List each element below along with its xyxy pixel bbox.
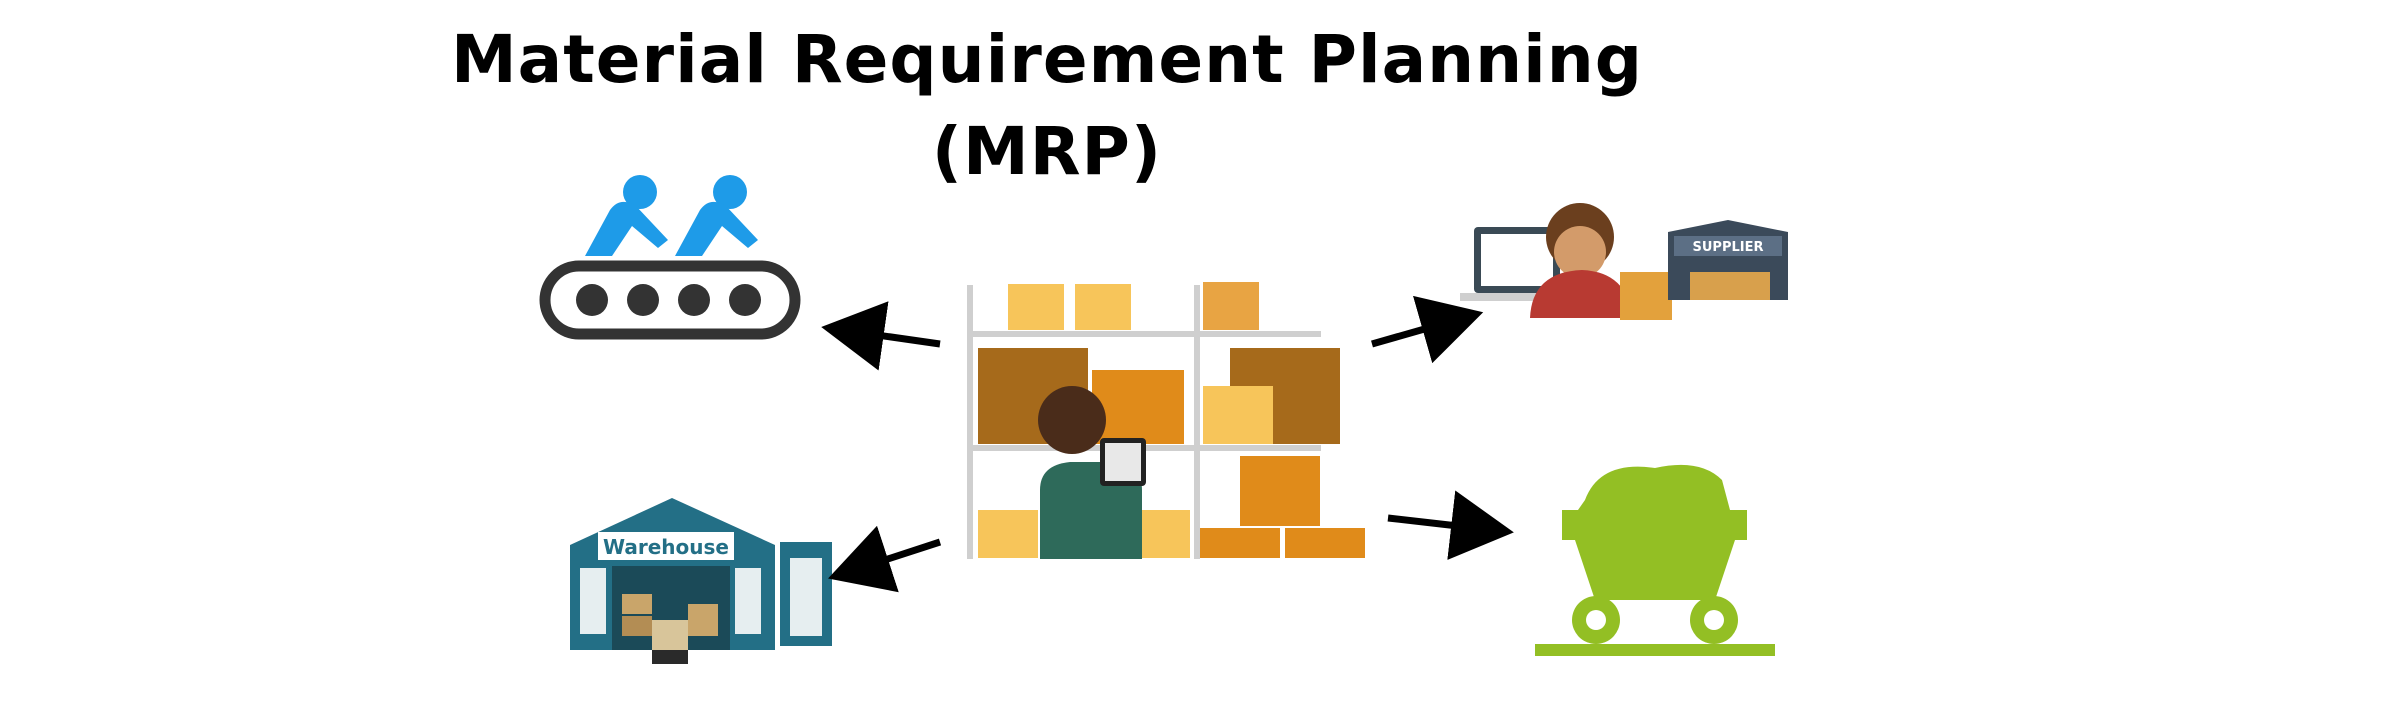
- production-conveyor-icon: [545, 175, 795, 334]
- diagram-title-line-1: Material Requirement Planning: [451, 21, 1643, 98]
- supplier-online-order-icon: [1460, 203, 1788, 320]
- warehouse-icon: [570, 498, 832, 664]
- supplier-sign: SUPPLIER: [1692, 240, 1764, 255]
- warehouse-sign: Warehouse: [603, 535, 729, 559]
- inventory-shelf-illustration: [967, 282, 1365, 559]
- arrow-to-production: [842, 330, 940, 344]
- arrow-to-supplier: [1372, 318, 1463, 344]
- diagram-title-line-2: (MRP): [931, 113, 1163, 190]
- arrow-to-raw-materials: [1388, 518, 1493, 530]
- arrow-to-warehouse: [848, 542, 940, 572]
- raw-material-cart-icon: [1535, 465, 1775, 656]
